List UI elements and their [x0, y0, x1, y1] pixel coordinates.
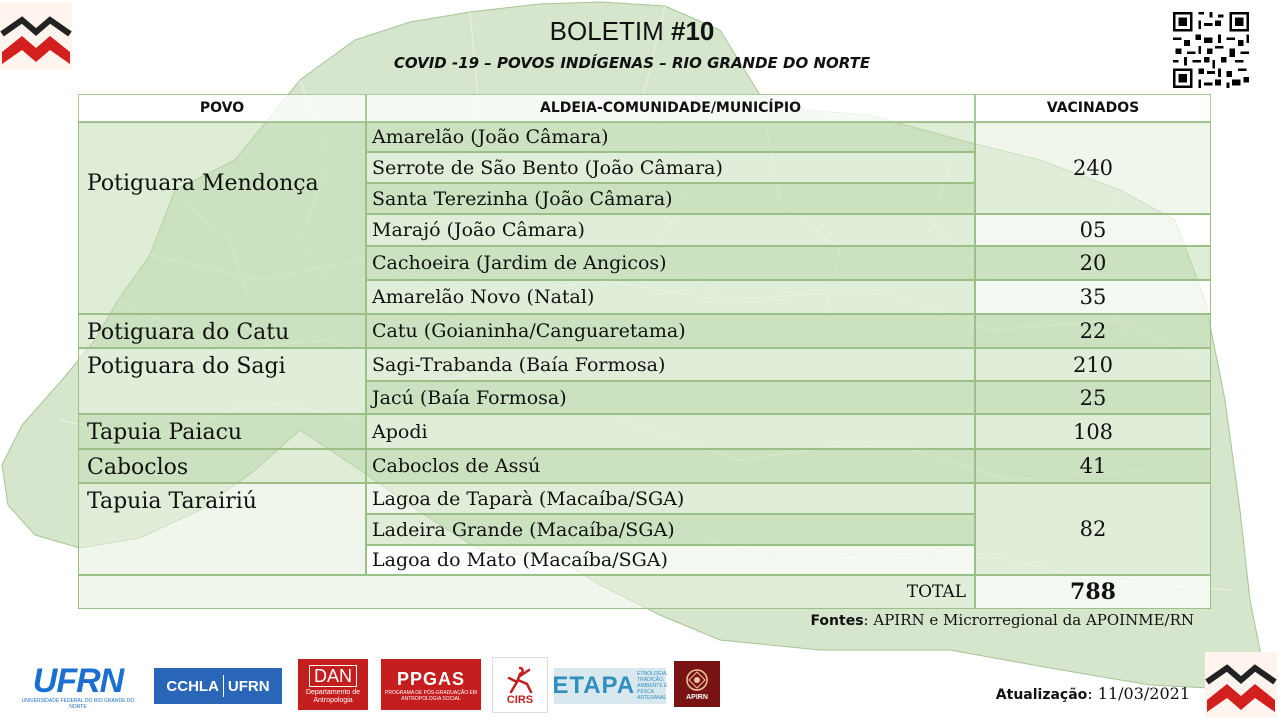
- povo-cell: Potiguara do Sagi: [78, 348, 366, 414]
- cirs-figure-icon: [503, 664, 537, 694]
- vacinados-cell: 05: [975, 214, 1211, 246]
- vacinados-cell: 240: [975, 122, 1211, 214]
- dan-logo-text: DAN: [309, 665, 357, 687]
- povo-cell: Tapuia Tarairiú: [78, 483, 366, 575]
- dan-logo-subtext: Departamento de Antropologia: [305, 688, 361, 704]
- vacinados-cell: 22: [975, 314, 1211, 348]
- cchla-logo: [154, 668, 282, 704]
- cchla-logo-text: CCHLA: [166, 677, 219, 695]
- aldeia-cell: Serrote de São Bento (João Câmara): [366, 152, 975, 183]
- apirn-logo-text: APIRN: [686, 693, 708, 701]
- cirs-logo: [492, 657, 548, 713]
- vacinados-cell: 20: [975, 246, 1211, 280]
- ppgas-logo-subtext: PROGRAMA DE PÓS-GRADUAÇÃO EM ANTROPOLOGIA SOCIAL: [385, 689, 477, 702]
- header-povo: POVO: [78, 94, 366, 122]
- sources-text: : APIRN e Microrregional da APOINME/RN: [863, 611, 1194, 629]
- ppgas-logo-text: PPGAS: [396, 668, 466, 689]
- ufrn-logo-subtext: UNIVERSIDADE FEDERAL DO RIO GRANDE DO NORTE: [21, 698, 135, 710]
- aldeia-cell: Amarelão Novo (Natal): [366, 280, 975, 314]
- povo-cell: Potiguara do Catu: [78, 314, 366, 348]
- vacinados-cell: 25: [975, 381, 1211, 414]
- aldeia-cell: Amarelão (João Câmara): [366, 122, 975, 152]
- cirs-logo-text: CIRS: [506, 694, 534, 706]
- aldeia-cell: Cachoeira (Jardim de Angicos): [366, 246, 975, 280]
- title-number: #10: [670, 16, 715, 46]
- aldeia-cell: Caboclos de Assú: [366, 449, 975, 483]
- sources-label: Fontes: [810, 613, 864, 629]
- aldeia-cell: Sagi-Trabanda (Baía Formosa): [366, 348, 975, 381]
- update-label: Atualização: [995, 687, 1088, 703]
- sources-note: [790, 611, 1194, 629]
- total-label: TOTAL: [78, 575, 975, 609]
- ppgas-logo: [381, 659, 481, 710]
- apirn-emblem-icon: [684, 668, 710, 692]
- bulletin-subtitle: COVID -19 – POVOS INDÍGENAS – RIO GRANDE DO NORTE: [393, 54, 871, 72]
- aldeia-cell: Apodi: [366, 414, 975, 449]
- update-text: : 11/03/2021: [1087, 684, 1190, 703]
- bottom-right-logo: [1205, 652, 1277, 718]
- aldeia-cell: Lagoa do Mato (Macaíba/SGA): [366, 545, 975, 575]
- ufrn-logo: [18, 662, 138, 710]
- total-value: 788: [975, 575, 1211, 609]
- aldeia-cell: Lagoa de Taparà (Macaíba/SGA): [366, 483, 975, 514]
- aldeia-cell: Marajó (João Câmara): [366, 214, 975, 246]
- cchla-logo-subtext: UFRN: [227, 677, 270, 695]
- ufrn-logo-text: UFRN: [32, 662, 124, 700]
- povo-cell: Caboclos: [78, 449, 366, 483]
- etapa-logo: [554, 668, 666, 704]
- vacinados-cell: 41: [975, 449, 1211, 483]
- update-date: [940, 684, 1190, 703]
- dan-logo: [298, 659, 368, 710]
- bulletin-title: [0, 16, 1264, 47]
- header-vacinados: VACINADOS: [975, 94, 1211, 122]
- aldeia-cell: Ladeira Grande (Macaíba/SGA): [366, 514, 975, 545]
- aldeia-cell: Catu (Goianinha/Canguaretama): [366, 314, 975, 348]
- apirn-logo: [674, 661, 720, 707]
- etapa-logo-text: ETAPA: [552, 672, 636, 699]
- aldeia-cell: Jacú (Baía Formosa): [366, 381, 975, 414]
- vacinados-cell: 210: [975, 348, 1211, 381]
- aldeia-cell: Santa Terezinha (João Câmara): [366, 183, 975, 214]
- title-prefix: BOLETIM: [549, 16, 671, 46]
- etapa-logo-subtext: ETNOLOGIA, TRADIÇÃO, AMBIENTE E PESCA ARTESANAL: [637, 671, 668, 701]
- povo-cell: Potiguara Mendonça: [78, 122, 366, 314]
- vacinados-cell: 82: [975, 483, 1211, 575]
- vacinados-cell: 35: [975, 280, 1211, 314]
- header-aldeia: ALDEIA-COMUNIDADE/MUNICÍPIO: [366, 94, 975, 122]
- povo-cell: Tapuia Paiacu: [78, 414, 366, 449]
- vacinados-cell: 108: [975, 414, 1211, 449]
